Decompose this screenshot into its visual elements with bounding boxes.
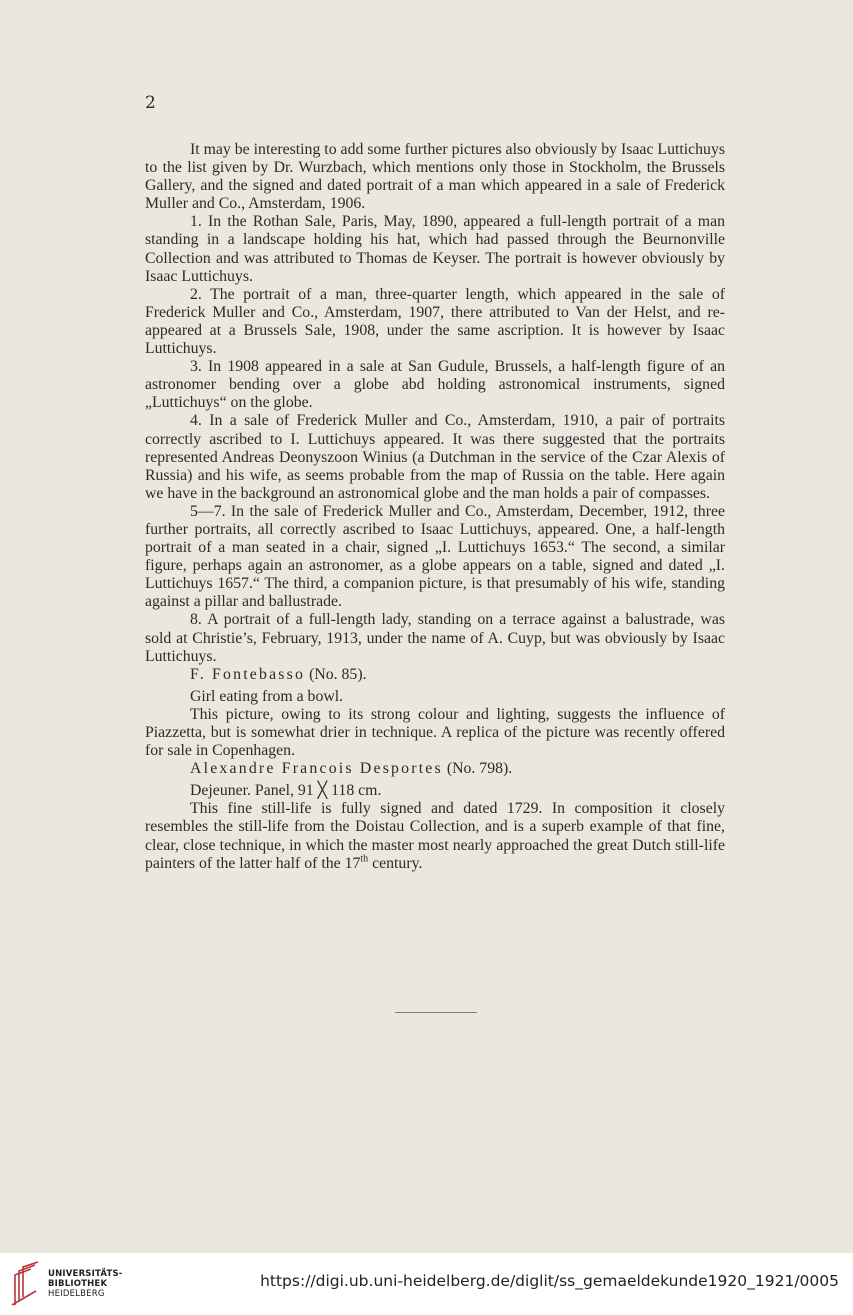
body-text [145,141,725,873]
list-item: 1. In the Rothan Sale, Paris, May, 1890, appeared a full-length portrait of a man standing in a landscape holding his hat, which had passed through the Beurnonville Collection and was attributed to Thomas de Keyser. The portrait is however obviously by Isaac Luttichuys. [145,213,725,285]
section-body-text: This fine still-life is fully signed and dated 1729. In composition it closely resembles the still-life from the Doistau Collection, and is a superb example of that fine, clear, close technique, in which the master most nearly approached the great Dutch still-life painters of the latter half of the 17 [145,800,725,872]
catalogue-number: (No. 798). [446,760,513,778]
list-item: 8. A portrait of a full-length lady, standing on a terrace against a balustrade, was sold at Christie’s, February, 1913, under the name of A. Cuyp, but was obviously by Isaac Luttichuys. [145,611,725,665]
logo-line: BIBLIOTHEK [48,1279,108,1289]
logo-line: UNIVERSITÄTS- [48,1269,123,1279]
source-url-link[interactable]: https://digi.ub.uni-heidelberg.de/diglit/ss_gemaeldekunde1920_1921/0005 [260,1272,839,1290]
section-body [145,800,725,872]
superscript: th [360,853,369,865]
section-body: This picture, owing to its strong colour and lighting, suggests the influence of Piazzetta, but is somewhat drier in technique. A replica of the picture was recently offered for sale in Copenhagen. [145,705,725,760]
catalogue-number: (No. 85). [309,665,367,683]
intro-paragraph: It may be interesting to add some further pictures also obviously by Isaac Luttichuys to the list given by Dr. Wurzbach, which mentions only those in Stockholm, the Brussels Gallery, and the signed and dated portrait of a man which appeared in a sale of Frederick Muller and Co., Amsterdam, 1906. [145,141,725,213]
list-item: 4. In a sale of Frederick Muller and Co., Amsterdam, 1910, a pair of portraits correctly ascribed to I. Luttichuys appeared. It was there suggested that the portraits represented Andreas Deonyszoon Winius (a Dutchman in the service of the Czar Alexis of Russia) and his wife, as seems probable from the map of Russia on the table. Here again we have in the background an astronomical globe and the man holds a pair of compasses. [145,412,725,502]
logo-line: HEIDELBERG [48,1289,105,1299]
painting-title: Girl eating from a bowl. [190,687,344,705]
list-item: 5—7. In the sale of Frederick Muller and Co., Amsterdam, December, 1912, three further portraits, all correctly ascribed to Isaac Luttichuys, appeared. One, a half-length portrait of a man seated in a chair, signed „I. Luttichuys 1653.“ The second, a similar figure, perhaps again an astronomer, as a globe appears on a table, signed and dated „I. Luttichuys 1657.“ The third, a companion picture, is that presumably of his wife, standing against a pillar and ballustrade. [145,502,725,611]
artist-name: Alexandre Francois Desportes [190,760,443,778]
artist-name: F. Fontebasso [190,665,306,683]
section-heading-desportes [145,760,725,778]
section-body-end: century. [368,854,423,872]
library-logo-icon [9,1261,39,1307]
page-number: 2 [145,93,157,113]
closing-rule [395,1012,477,1013]
list-item: 3. In 1908 appeared in a sale at San Gudule, Brussels, a half-length figure of an astronomer bending over a globe abd holding astronomical instruments, signed „Luttichuys“ on the globe. [145,358,725,412]
section-heading-fontebasso [145,666,725,684]
list-item: 2. The portrait of a man, three-quarter length, which appeared in the sale of Frederick Muller and Co., Amsterdam, 1907, there attributed to Van der Helst, and re-appeared at a Brussels Sale, 1908, under the same ascription. It is however by Isaac Luttichuys. [145,285,725,358]
library-name [48,1269,123,1299]
painting-title: Dejeuner. Panel, 91 ╳ 118 cm. [190,782,382,800]
footer-bar [0,1253,853,1315]
